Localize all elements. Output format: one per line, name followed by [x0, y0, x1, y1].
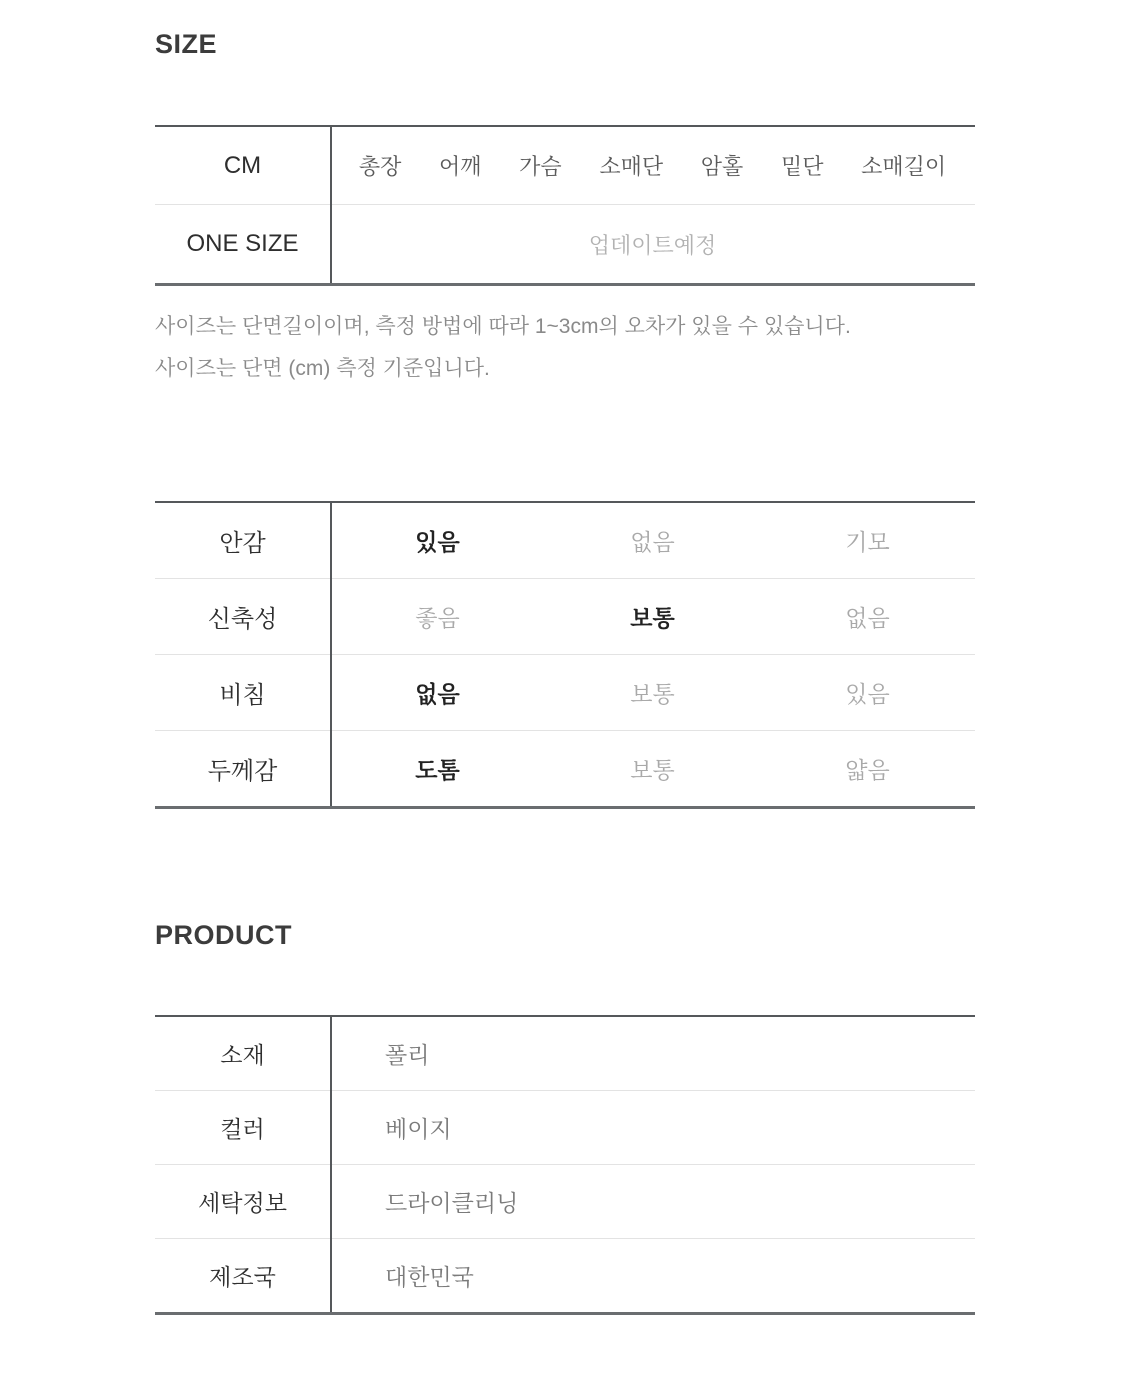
product-section [155, 921, 975, 1315]
size-section [155, 30, 975, 390]
size-values-placeholder: 업데이트예정 [588, 232, 717, 258]
attribute-options [330, 524, 975, 557]
attribute-label-lining: 안감 [219, 530, 266, 557]
size-column-sleeve-hem: 소매단 [599, 154, 664, 179]
attribute-label-thickness: 두께감 [207, 758, 278, 785]
size-column-headers [330, 150, 975, 181]
attribute-label-stretch: 신축성 [207, 606, 278, 633]
size-table-header-row [155, 127, 975, 204]
one-size-label: ONE SIZE [186, 230, 299, 257]
attribute-option: 없음 [630, 529, 675, 555]
product-value-material: 폴리 [385, 1042, 430, 1068]
size-column-chongjang: 총장 [358, 154, 402, 179]
product-row-color [155, 1090, 975, 1164]
size-note-line-2: 사이즈는 단면 (cm) 측정 기준입니다. [155, 357, 490, 380]
attribute-option: 얇음 [845, 757, 890, 783]
size-notes [155, 306, 975, 390]
product-value-care: 드라이클리닝 [385, 1190, 519, 1216]
product-row-care [155, 1164, 975, 1238]
size-column-shoulder: 어깨 [439, 154, 482, 179]
product-label-color: 컬러 [220, 1116, 265, 1142]
attributes-table-vertical-divider [330, 503, 332, 806]
attribute-option: 있음 [845, 681, 890, 707]
product-label-material: 소재 [220, 1042, 265, 1068]
size-column-armhole: 암홀 [700, 154, 744, 179]
product-info-table [155, 1015, 975, 1315]
attribute-option: 좋음 [415, 605, 460, 631]
attribute-label-sheerness: 비침 [219, 682, 266, 709]
attribute-options [330, 600, 975, 633]
size-section-title: SIZE [155, 29, 218, 59]
attribute-option: 없음 [845, 605, 890, 631]
size-column-hem: 밑단 [780, 154, 824, 179]
size-column-sleeve-length: 소매길이 [861, 154, 947, 179]
size-note-line-1: 사이즈는 단면길이이며, 측정 방법에 따라 1~3cm의 오차가 있을 수 있습니다. [155, 315, 851, 338]
fabric-attributes-table [155, 501, 975, 809]
attribute-option: 보통 [630, 681, 675, 707]
size-unit-label: CM [223, 151, 262, 179]
attribute-row-stretch [155, 578, 975, 654]
attribute-option: 기모 [845, 529, 890, 555]
size-table-onesize-row [155, 204, 975, 283]
attribute-option: 있음 [415, 529, 460, 555]
product-label-care: 세탁정보 [198, 1190, 287, 1216]
attribute-option: 도톰 [415, 757, 460, 783]
product-table-vertical-divider [330, 1017, 332, 1312]
attribute-options [330, 676, 975, 709]
product-detail-page [0, 30, 975, 1315]
attribute-option: 없음 [415, 681, 460, 707]
attribute-option: 보통 [630, 757, 675, 783]
size-table [155, 125, 975, 286]
product-label-origin: 제조국 [209, 1264, 276, 1290]
product-value-origin: 대한민국 [385, 1264, 474, 1290]
attribute-option: 보통 [630, 605, 675, 631]
product-row-origin [155, 1238, 975, 1312]
size-table-vertical-divider [330, 127, 332, 283]
product-value-color: 베이지 [385, 1116, 452, 1142]
product-row-material [155, 1017, 975, 1090]
attribute-row-thickness [155, 730, 975, 806]
size-column-chest: 가슴 [519, 154, 562, 179]
attribute-row-sheerness [155, 654, 975, 730]
attribute-options [330, 752, 975, 785]
attribute-row-lining [155, 503, 975, 578]
product-section-title: PRODUCT [155, 920, 292, 950]
